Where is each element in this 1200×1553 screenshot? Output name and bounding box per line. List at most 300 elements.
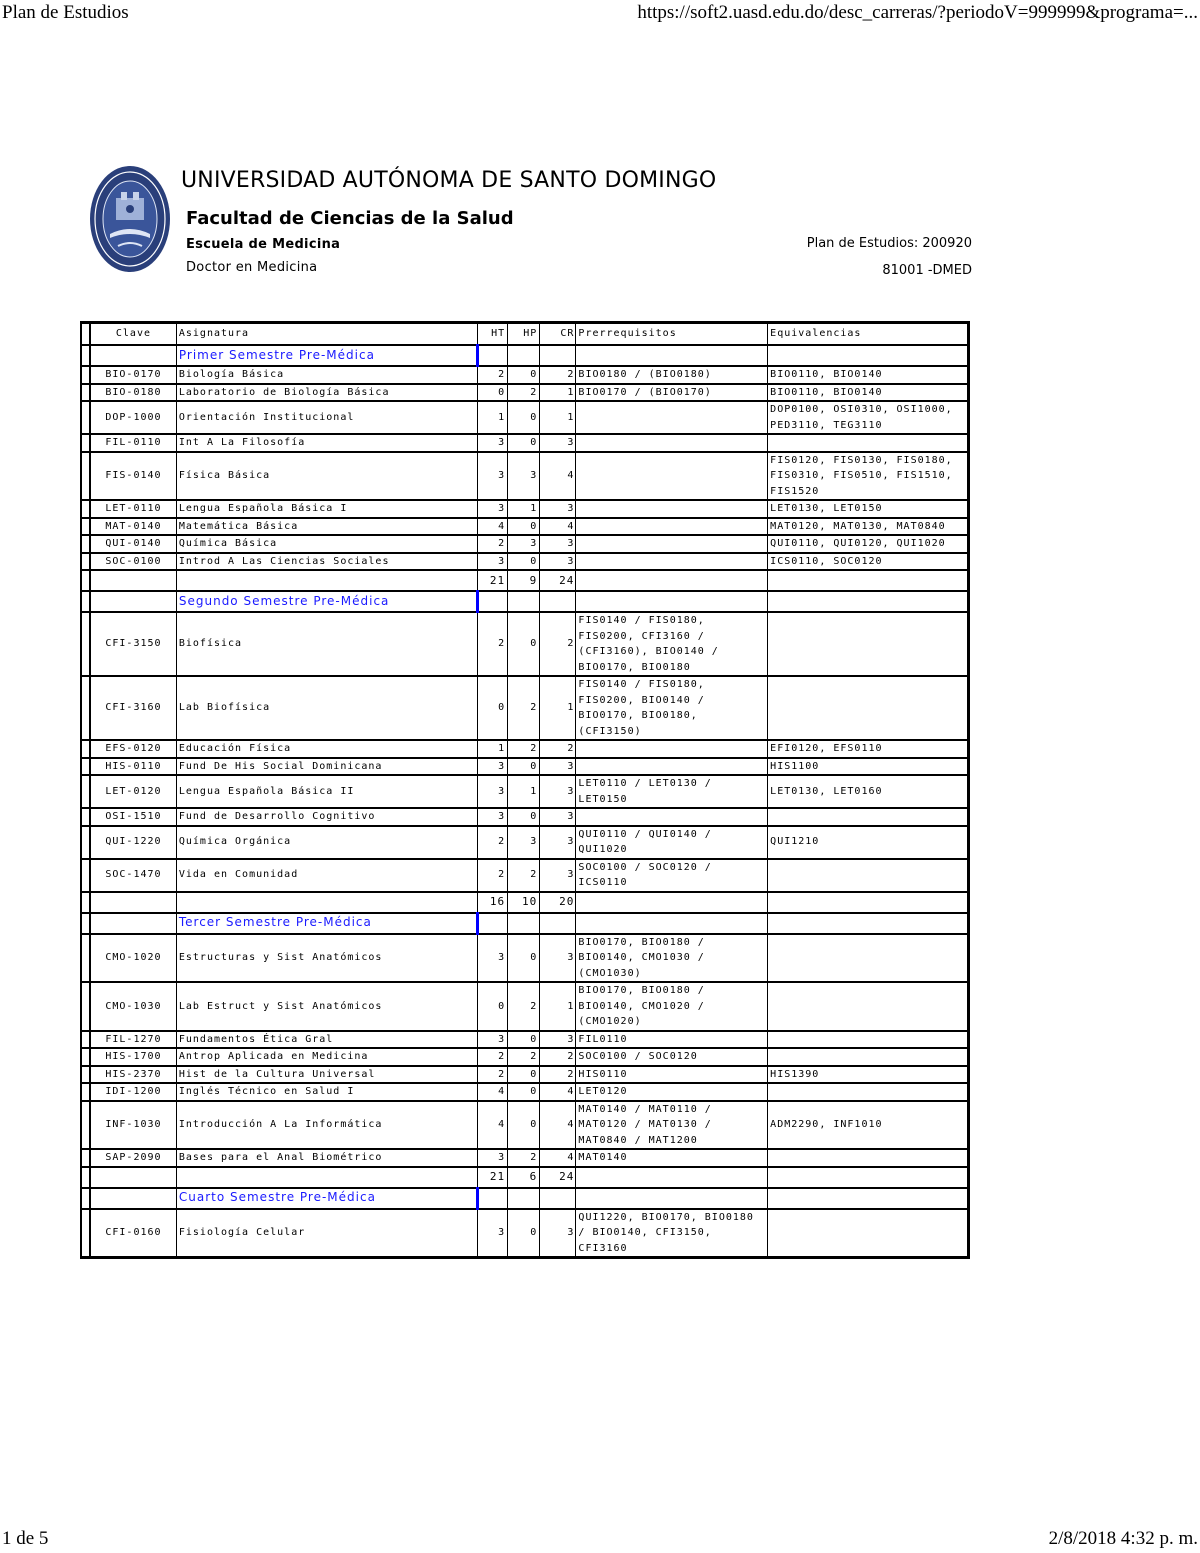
course-ht: 2 (478, 1066, 508, 1084)
course-ht: 0 (478, 384, 508, 402)
course-name: Biología Básica (176, 366, 477, 384)
course-hp: 2 (508, 859, 540, 892)
col-header-asignatura: Asignatura (176, 323, 477, 346)
course-name: Lengua Española Básica II (176, 775, 477, 808)
course-equivalences (768, 982, 969, 1031)
semester-total-row (81, 570, 969, 591)
course-cr: 3 (540, 775, 576, 808)
course-hp: 2 (508, 740, 540, 758)
empty-cell (176, 570, 477, 591)
course-ht: 3 (478, 553, 508, 571)
course-prerequisites: LET0120 (576, 1083, 768, 1101)
course-equivalences (768, 612, 969, 676)
course-ht: 3 (478, 934, 508, 983)
empty-cell (540, 591, 576, 612)
course-row (81, 1031, 969, 1049)
empty-cell (90, 591, 176, 612)
course-hp: 0 (508, 1209, 540, 1258)
course-prerequisites: HIS0110 (576, 1066, 768, 1084)
empty-cell (90, 913, 176, 934)
course-prerequisites (576, 518, 768, 536)
course-row (81, 1048, 969, 1066)
course-cr: 1 (540, 982, 576, 1031)
course-ht: 4 (478, 1101, 508, 1150)
course-equivalences (768, 859, 969, 892)
course-prerequisites (576, 500, 768, 518)
course-cr: 3 (540, 934, 576, 983)
course-prerequisites: BIO0170, BIO0180 / BIO0140, CMO1030 / (CMO1030) (576, 934, 768, 983)
total-cr: 20 (540, 892, 576, 913)
course-prerequisites: SOC0100 / SOC0120 (576, 1048, 768, 1066)
course-ht: 0 (478, 982, 508, 1031)
course-equivalences: LET0130, LET0160 (768, 775, 969, 808)
course-cr: 4 (540, 452, 576, 501)
col-header-prerrequisitos: Prerrequisitos (576, 323, 768, 346)
course-name: Int A La Filosofía (176, 434, 477, 452)
semester-header-row (81, 1188, 969, 1209)
row-spacer (81, 452, 90, 501)
course-prerequisites (576, 434, 768, 452)
plan-label: Plan de Estudios: 200920 (806, 236, 972, 251)
row-spacer (81, 1048, 90, 1066)
course-equivalences (768, 1048, 969, 1066)
course-prerequisites (576, 758, 768, 776)
course-ht: 3 (478, 1209, 508, 1258)
course-row (81, 553, 969, 571)
course-row (81, 775, 969, 808)
course-equivalences (768, 808, 969, 826)
row-spacer (81, 892, 90, 913)
course-ht: 3 (478, 434, 508, 452)
col-header-hp: HP (508, 323, 540, 346)
course-hp: 0 (508, 1031, 540, 1049)
course-cr: 3 (540, 826, 576, 859)
course-ht: 3 (478, 775, 508, 808)
course-equivalences: EFI0120, EFS0110 (768, 740, 969, 758)
row-spacer (81, 982, 90, 1031)
course-equivalences: QUI1210 (768, 826, 969, 859)
course-hp: 2 (508, 384, 540, 402)
course-row (81, 740, 969, 758)
course-cr: 2 (540, 740, 576, 758)
empty-cell (768, 892, 969, 913)
course-code: HIS-2370 (90, 1066, 176, 1084)
row-spacer (81, 434, 90, 452)
course-name: Antrop Aplicada en Medicina (176, 1048, 477, 1066)
course-name: Fund De His Social Dominicana (176, 758, 477, 776)
course-name: Química Orgánica (176, 826, 477, 859)
course-code: BIO-0170 (90, 366, 176, 384)
course-equivalences: FIS0120, FIS0130, FIS0180, FIS0310, FIS0510, FIS1510, FIS1520 (768, 452, 969, 501)
col-header-equivalencias: Equivalencias (768, 323, 969, 346)
course-hp: 0 (508, 518, 540, 536)
course-name: Estructuras y Sist Anatómicos (176, 934, 477, 983)
course-prerequisites: MAT0140 (576, 1149, 768, 1167)
empty-cell (576, 570, 768, 591)
course-row (81, 676, 969, 740)
course-ht: 2 (478, 535, 508, 553)
course-equivalences: BIO0110, BIO0140 (768, 366, 969, 384)
course-hp: 0 (508, 401, 540, 434)
course-ht: 2 (478, 826, 508, 859)
course-prerequisites: QUI0110 / QUI0140 / QUI1020 (576, 826, 768, 859)
semester-header-row (81, 591, 969, 612)
empty-cell (176, 892, 477, 913)
row-spacer (81, 345, 90, 366)
course-name: Fisiología Celular (176, 1209, 477, 1258)
course-equivalences: BIO0110, BIO0140 (768, 384, 969, 402)
course-hp: 0 (508, 934, 540, 983)
course-cr: 2 (540, 366, 576, 384)
course-equivalences (768, 1209, 969, 1258)
course-prerequisites: FIS0140 / FIS0180, FIS0200, BIO0140 / BIO0170, BIO0180, (CFI3150) (576, 676, 768, 740)
university-name: UNIVERSIDAD AUTÓNOMA DE SANTO DOMINGO (181, 168, 717, 193)
row-spacer (81, 591, 90, 612)
course-ht: 2 (478, 366, 508, 384)
course-equivalences: HIS1100 (768, 758, 969, 776)
faculty-name: Facultad de Ciencias de la Salud (186, 208, 514, 229)
course-code: CFI-0160 (90, 1209, 176, 1258)
row-spacer (81, 323, 90, 346)
course-hp: 0 (508, 553, 540, 571)
row-spacer (81, 740, 90, 758)
course-ht: 3 (478, 452, 508, 501)
course-row (81, 758, 969, 776)
course-cr: 2 (540, 612, 576, 676)
print-header-title: Plan de Estudios (2, 2, 129, 23)
course-name: Hist de la Cultura Universal (176, 1066, 477, 1084)
course-prerequisites: LET0110 / LET0130 / LET0150 (576, 775, 768, 808)
course-row (81, 1083, 969, 1101)
empty-cell (508, 345, 540, 366)
course-name: Bases para el Anal Biométrico (176, 1149, 477, 1167)
course-equivalences: MAT0120, MAT0130, MAT0840 (768, 518, 969, 536)
row-spacer (81, 535, 90, 553)
total-ht: 21 (478, 570, 508, 591)
course-equivalences: ICS0110, SOC0120 (768, 553, 969, 571)
course-prerequisites: BIO0170 / (BIO0170) (576, 384, 768, 402)
university-seal-icon (88, 164, 172, 274)
course-cr: 2 (540, 1066, 576, 1084)
course-code: LET-0110 (90, 500, 176, 518)
course-ht: 3 (478, 1031, 508, 1049)
empty-cell (768, 345, 969, 366)
course-row (81, 612, 969, 676)
empty-cell (768, 1167, 969, 1188)
row-spacer (81, 758, 90, 776)
empty-cell (540, 913, 576, 934)
empty-cell (576, 892, 768, 913)
table-header-row (81, 323, 969, 346)
empty-cell (478, 345, 508, 366)
course-cr: 1 (540, 384, 576, 402)
course-prerequisites (576, 808, 768, 826)
course-hp: 3 (508, 535, 540, 553)
empty-cell (576, 591, 768, 612)
course-hp: 0 (508, 758, 540, 776)
course-code: CFI-3150 (90, 612, 176, 676)
row-spacer (81, 775, 90, 808)
course-code: CFI-3160 (90, 676, 176, 740)
course-ht: 4 (478, 518, 508, 536)
course-hp: 3 (508, 826, 540, 859)
course-cr: 3 (540, 434, 576, 452)
total-cr: 24 (540, 570, 576, 591)
course-cr: 3 (540, 808, 576, 826)
course-name: Introducción A La Informática (176, 1101, 477, 1150)
row-spacer (81, 570, 90, 591)
empty-cell (508, 591, 540, 612)
course-code: HIS-1700 (90, 1048, 176, 1066)
print-footer-page: 1 de 5 (2, 1528, 49, 1549)
course-equivalences: DOP0100, OSI0310, OSI1000, PED3110, TEG3110 (768, 401, 969, 434)
course-cr: 1 (540, 676, 576, 740)
course-prerequisites (576, 401, 768, 434)
course-ht: 0 (478, 676, 508, 740)
row-spacer (81, 1083, 90, 1101)
course-cr: 4 (540, 1083, 576, 1101)
course-cr: 3 (540, 535, 576, 553)
course-hp: 2 (508, 1048, 540, 1066)
row-spacer (81, 826, 90, 859)
course-cr: 3 (540, 1209, 576, 1258)
course-code: OSI-1510 (90, 808, 176, 826)
total-ht: 16 (478, 892, 508, 913)
course-name: Lab Estruct y Sist Anatómicos (176, 982, 477, 1031)
course-row (81, 934, 969, 983)
course-row (81, 859, 969, 892)
course-hp: 2 (508, 676, 540, 740)
course-code: DOP-1000 (90, 401, 176, 434)
course-equivalences (768, 1031, 969, 1049)
row-spacer (81, 401, 90, 434)
empty-cell (540, 1188, 576, 1209)
course-cr: 4 (540, 1101, 576, 1150)
row-spacer (81, 1188, 90, 1209)
course-prerequisites (576, 740, 768, 758)
row-spacer (81, 612, 90, 676)
row-spacer (81, 553, 90, 571)
row-spacer (81, 366, 90, 384)
course-equivalences (768, 434, 969, 452)
degree-name: Doctor en Medicina (186, 260, 318, 275)
course-ht: 3 (478, 500, 508, 518)
empty-cell (508, 913, 540, 934)
course-code: FIL-1270 (90, 1031, 176, 1049)
empty-cell (576, 1188, 768, 1209)
course-code: SOC-0100 (90, 553, 176, 571)
course-cr: 3 (540, 859, 576, 892)
row-spacer (81, 1209, 90, 1258)
col-header-ht: HT (478, 323, 508, 346)
col-header-cr: CR (540, 323, 576, 346)
empty-cell (768, 570, 969, 591)
course-name: Física Básica (176, 452, 477, 501)
semester-total-row (81, 1167, 969, 1188)
total-cr: 24 (540, 1167, 576, 1188)
col-header-clave: Clave (90, 323, 176, 346)
course-code: IDI-1200 (90, 1083, 176, 1101)
course-code: SAP-2090 (90, 1149, 176, 1167)
course-name: Educación Física (176, 740, 477, 758)
empty-cell (576, 345, 768, 366)
row-spacer (81, 1149, 90, 1167)
row-spacer (81, 934, 90, 983)
course-name: Introd A Las Ciencias Sociales (176, 553, 477, 571)
course-name: Inglés Técnico en Salud I (176, 1083, 477, 1101)
course-prerequisites: MAT0140 / MAT0110 / MAT0120 / MAT0130 / MAT0840 / MAT1200 (576, 1101, 768, 1150)
empty-cell (90, 345, 176, 366)
course-cr: 3 (540, 758, 576, 776)
course-name: Lab Biofísica (176, 676, 477, 740)
course-row (81, 452, 969, 501)
course-cr: 3 (540, 500, 576, 518)
course-ht: 2 (478, 1048, 508, 1066)
course-hp: 0 (508, 1066, 540, 1084)
course-ht: 1 (478, 401, 508, 434)
empty-cell (576, 913, 768, 934)
semester-label: Tercer Semestre Pre-Médica (176, 913, 477, 934)
semester-label: Primer Semestre Pre-Médica (176, 345, 477, 366)
total-hp: 10 (508, 892, 540, 913)
course-row (81, 384, 969, 402)
course-ht: 3 (478, 1149, 508, 1167)
course-row (81, 1149, 969, 1167)
course-name: Vida en Comunidad (176, 859, 477, 892)
course-code: FIS-0140 (90, 452, 176, 501)
course-prerequisites (576, 452, 768, 501)
course-equivalences: ADM2290, INF1010 (768, 1101, 969, 1150)
course-ht: 1 (478, 740, 508, 758)
course-name: Orientación Institucional (176, 401, 477, 434)
course-code: INF-1030 (90, 1101, 176, 1150)
course-name: Biofísica (176, 612, 477, 676)
total-ht: 21 (478, 1167, 508, 1188)
study-plan-body (81, 323, 969, 1258)
course-code: LET-0120 (90, 775, 176, 808)
course-cr: 4 (540, 1149, 576, 1167)
study-plan-table-wrapper (80, 321, 972, 1259)
empty-cell (90, 570, 176, 591)
empty-cell (768, 1188, 969, 1209)
course-prerequisites: BIO0170, BIO0180 / BIO0140, CMO1020 / (CMO1020) (576, 982, 768, 1031)
row-spacer (81, 384, 90, 402)
empty-cell (90, 1188, 176, 1209)
course-row (81, 401, 969, 434)
course-row (81, 500, 969, 518)
course-code: BIO-0180 (90, 384, 176, 402)
course-name: Fund de Desarrollo Cognitivo (176, 808, 477, 826)
course-hp: 2 (508, 1149, 540, 1167)
course-prerequisites: FIL0110 (576, 1031, 768, 1049)
course-code: SOC-1470 (90, 859, 176, 892)
course-hp: 0 (508, 808, 540, 826)
school-name: Escuela de Medicina (186, 237, 341, 252)
semester-header-row (81, 345, 969, 366)
row-spacer (81, 1031, 90, 1049)
course-name: Fundamentos Ética Gral (176, 1031, 477, 1049)
course-prerequisites: FIS0140 / FIS0180, FIS0200, CFI3160 / (CFI3160), BIO0140 / BIO0170, BIO0180 (576, 612, 768, 676)
empty-cell (540, 345, 576, 366)
semester-label: Cuarto Semestre Pre-Médica (176, 1188, 477, 1209)
course-row (81, 982, 969, 1031)
course-hp: 1 (508, 775, 540, 808)
course-ht: 2 (478, 612, 508, 676)
course-hp: 0 (508, 366, 540, 384)
course-prerequisites (576, 553, 768, 571)
course-hp: 0 (508, 1101, 540, 1150)
course-prerequisites: QUI1220, BIO0170, BIO0180 / BIO0140, CFI3150, CFI3160 (576, 1209, 768, 1258)
course-cr: 3 (540, 553, 576, 571)
course-code: MAT-0140 (90, 518, 176, 536)
course-equivalences (768, 676, 969, 740)
course-row (81, 808, 969, 826)
course-equivalences (768, 934, 969, 983)
course-cr: 2 (540, 1048, 576, 1066)
course-name: Química Básica (176, 535, 477, 553)
course-row (81, 1101, 969, 1150)
course-name: Matemática Básica (176, 518, 477, 536)
course-code: EFS-0120 (90, 740, 176, 758)
semester-header-row (81, 913, 969, 934)
course-code: CMO-1020 (90, 934, 176, 983)
row-spacer (81, 808, 90, 826)
empty-cell (576, 1167, 768, 1188)
row-spacer (81, 676, 90, 740)
course-ht: 2 (478, 859, 508, 892)
course-code: QUI-0140 (90, 535, 176, 553)
course-hp: 0 (508, 1083, 540, 1101)
row-spacer (81, 1167, 90, 1188)
course-equivalences: QUI0110, QUI0120, QUI1020 (768, 535, 969, 553)
print-header-url: https://soft2.uasd.edu.do/desc_carreras/?periodoV=999999&programa=... (637, 2, 1198, 23)
semester-total-row (81, 892, 969, 913)
course-prerequisites (576, 535, 768, 553)
course-ht: 3 (478, 758, 508, 776)
total-hp: 9 (508, 570, 540, 591)
course-ht: 4 (478, 1083, 508, 1101)
course-equivalences: HIS1390 (768, 1066, 969, 1084)
course-row (81, 1066, 969, 1084)
course-prerequisites: BIO0180 / (BIO0180) (576, 366, 768, 384)
course-row (81, 826, 969, 859)
course-row (81, 434, 969, 452)
course-code: HIS-0110 (90, 758, 176, 776)
row-spacer (81, 500, 90, 518)
total-hp: 6 (508, 1167, 540, 1188)
course-hp: 0 (508, 612, 540, 676)
course-cr: 1 (540, 401, 576, 434)
course-hp: 1 (508, 500, 540, 518)
course-cr: 4 (540, 518, 576, 536)
course-row (81, 535, 969, 553)
row-spacer (81, 859, 90, 892)
course-hp: 0 (508, 434, 540, 452)
empty-cell (90, 892, 176, 913)
row-spacer (81, 913, 90, 934)
course-equivalences: LET0130, LET0150 (768, 500, 969, 518)
empty-cell (478, 913, 508, 934)
empty-cell (90, 1167, 176, 1188)
empty-cell (508, 1188, 540, 1209)
row-spacer (81, 1066, 90, 1084)
course-cr: 3 (540, 1031, 576, 1049)
course-row (81, 1209, 969, 1258)
course-name: Laboratorio de Biología Básica (176, 384, 477, 402)
course-hp: 2 (508, 982, 540, 1031)
empty-cell (176, 1167, 477, 1188)
print-footer-datetime: 2/8/2018 4:32 p. m. (1048, 1528, 1198, 1549)
